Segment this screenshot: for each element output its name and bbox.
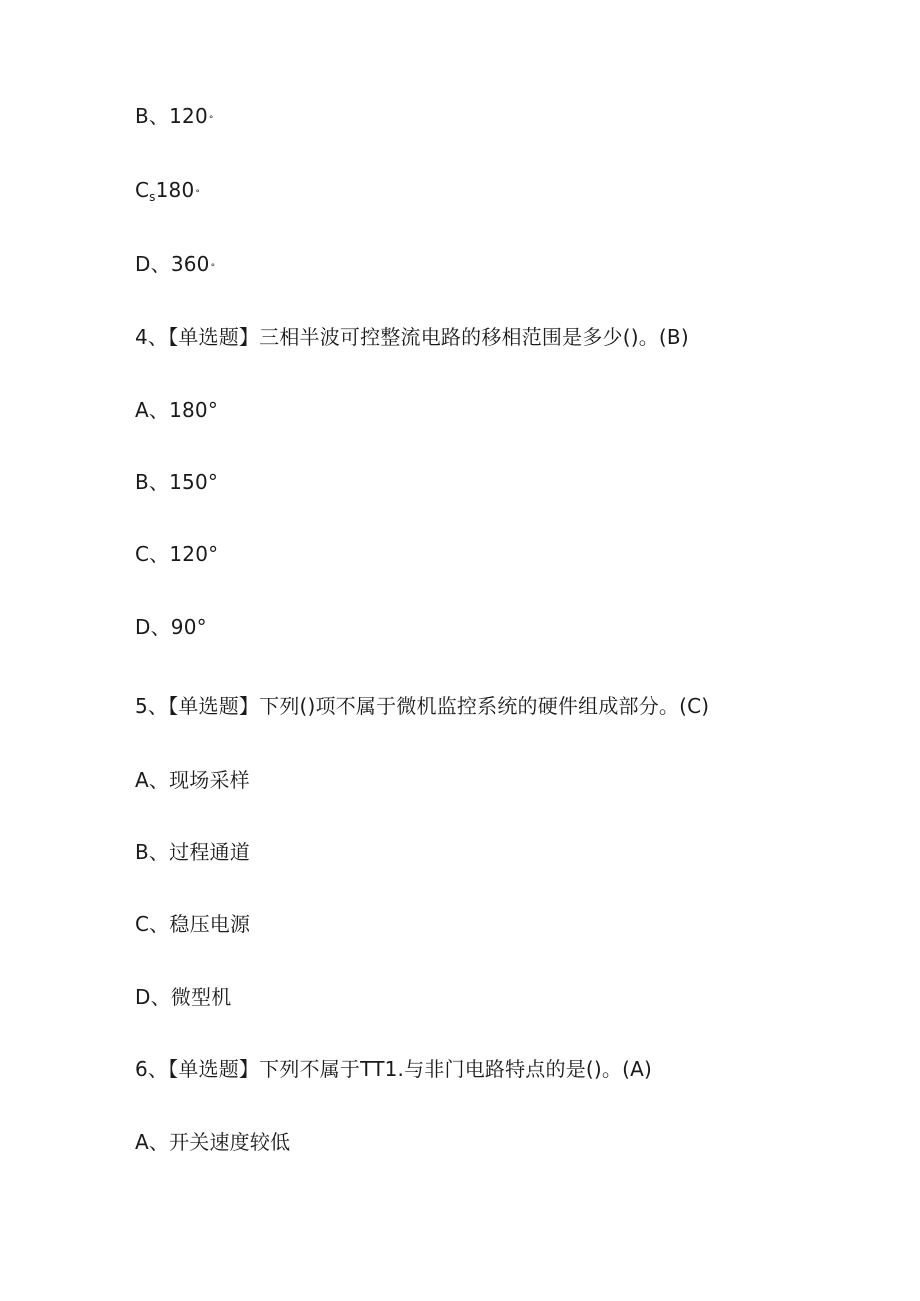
- option-c-180: [135, 178, 200, 207]
- option-letter: D: [135, 252, 151, 276]
- degree-mark: °: [195, 189, 201, 199]
- option-value: 180: [155, 178, 195, 202]
- question-4-option-b: B、150°: [135, 470, 219, 494]
- question-4-option-d: D、90°: [135, 615, 207, 639]
- question-6-option-a: A、开关速度较低: [135, 1130, 291, 1154]
- option-letter: B: [135, 104, 149, 128]
- question-5-option-a: A、现场采样: [135, 768, 250, 792]
- option-separator: s: [149, 190, 156, 204]
- option-b-120: [135, 104, 214, 133]
- question-4-option-c: C、120°: [135, 542, 219, 566]
- option-letter: C: [135, 178, 150, 202]
- question-4: 4、【单选题】三相半波可控整流电路的移相范围是多少()。(B): [135, 325, 689, 349]
- degree-mark: °: [208, 115, 214, 125]
- option-separator: 、: [150, 252, 171, 276]
- question-4-option-a: A、180°: [135, 398, 219, 422]
- option-value: 360: [170, 252, 210, 276]
- question-6: 6、【单选题】下列不属于TT1.与非门电路特点的是()。(A): [135, 1057, 652, 1081]
- option-separator: 、: [148, 104, 170, 128]
- degree-mark: °: [210, 263, 216, 273]
- question-5-option-b: B、过程通道: [135, 840, 250, 864]
- option-d-360: [135, 252, 215, 281]
- question-5: 5、【单选题】下列()项不属于微机监控系统的硬件组成部分。(C): [135, 694, 710, 718]
- question-5-option-c: C、稳压电源: [135, 912, 251, 936]
- option-value: 120: [169, 104, 208, 128]
- question-5-option-d: D、微型机: [135, 985, 232, 1009]
